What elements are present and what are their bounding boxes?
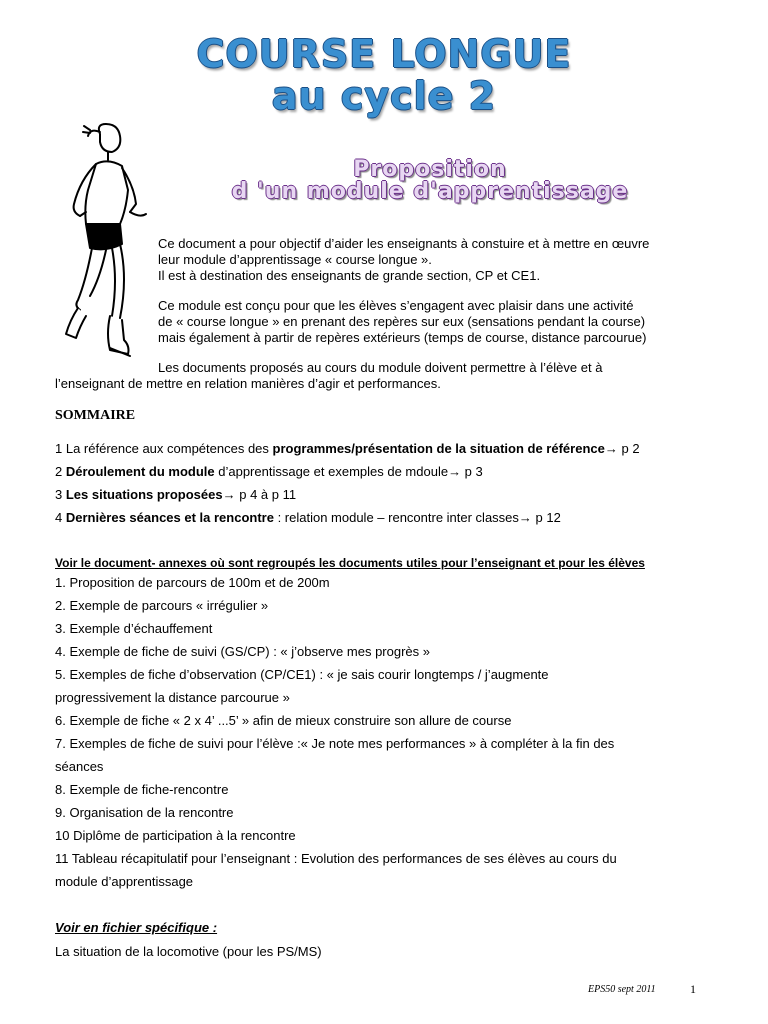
page-number: 1 xyxy=(690,982,696,996)
intro-line: Il est à destination des enseignants de grande section, CP et CE1. xyxy=(158,268,541,283)
sommaire-item-3 xyxy=(55,487,296,502)
annexe-line: 6. Exemple de fiche « 2 x 4’ ...5’ » afin de mieux construire son allure de course xyxy=(55,713,512,728)
annexe-line: 4. Exemple de fiche de suivi (GS/CP) : « j’observe mes progrès » xyxy=(55,644,430,659)
sommaire-item-1 xyxy=(55,441,640,456)
subtitle-line1: Proposition xyxy=(353,157,507,182)
intro-line: Les documents proposés au cours du module doivent permettre à l’élève et à xyxy=(158,360,603,375)
annexe-line: 8. Exemple de fiche-rencontre xyxy=(55,782,229,797)
sommaire-heading: SOMMAIRE xyxy=(55,408,136,423)
sommaire-item-page: d’apprentissage et exemples de mdoule→ p 3 xyxy=(214,464,483,479)
annexe-line: 3. Exemple d’échauffement xyxy=(55,621,213,636)
intro-paragraph-3-continued: l’enseignant de mettre en relation manières d’agir et performances. xyxy=(55,376,441,391)
sommaire-item-bold: Les situations proposées xyxy=(65,487,223,502)
sommaire-item-bold: programmes/présentation de la situation de référence xyxy=(272,441,605,456)
intro-paragraph-3 xyxy=(158,360,696,376)
sommaire-item-text: 1 La référence aux compétences des xyxy=(55,441,273,456)
annexe-line: séances xyxy=(55,759,104,774)
annexe-line: 1. Proposition de parcours de 100m et de 200m xyxy=(55,575,330,590)
sommaire-item-page: → p 4 à p 11 xyxy=(222,487,297,502)
sommaire-item-4 xyxy=(55,510,561,525)
sommaire-item-2 xyxy=(55,464,483,479)
intro-paragraph-1 xyxy=(158,236,696,284)
annexe-line: 11 Tableau récapitulatif pour l’enseignant : Evolution des performances de ses élèves au cours du xyxy=(55,851,617,866)
document-title-line1: COURSE LONGUE xyxy=(196,32,572,76)
sommaire-item-text: 3 xyxy=(55,487,66,502)
annexe-line: 9. Organisation de la rencontre xyxy=(55,805,234,820)
intro-line: Ce document a pour objectif d’aider les enseignants à constuire et à mettre en œuvre xyxy=(158,236,650,251)
runner-illustration xyxy=(50,120,155,370)
sommaire-item-text: 2 xyxy=(55,464,66,479)
footer-credit: EPS50 sept 2011 xyxy=(588,984,656,995)
document-title-line2: au cycle 2 xyxy=(271,74,497,118)
annexes-title: Voir le document- annexes où sont regroupés les documents utiles pour l’enseignant et pour les élèves xyxy=(55,556,645,570)
sommaire-item-page: : relation module – rencontre inter classes→ p 12 xyxy=(273,510,561,525)
intro-line: mais également à partir de repères extérieurs (temps de course, distance parcourue) xyxy=(158,330,647,345)
annexes-list xyxy=(55,575,715,905)
sommaire-item-page: → p 2 xyxy=(604,441,640,456)
annexe-line: 10 Diplôme de participation à la rencontre xyxy=(55,828,296,843)
annexe-line: progressivement la distance parcourue » xyxy=(55,690,290,705)
annexe-line: module d’apprentissage xyxy=(55,874,194,889)
intro-line: Ce module est conçu pour que les élèves s’engagent avec plaisir dans une activité xyxy=(158,298,634,313)
sommaire-list xyxy=(55,441,715,531)
specific-file-line: La situation de la locomotive (pour les PS/MS) xyxy=(55,944,322,959)
intro-paragraph-2 xyxy=(158,298,696,346)
subtitle-line2: d 'un module d'apprentissage xyxy=(231,179,629,204)
intro-line: leur module d’apprentissage « course longue ». xyxy=(158,252,432,267)
sommaire-item-text: 4 xyxy=(55,510,66,525)
specific-file-heading: Voir en fichier spécifique : xyxy=(55,920,218,935)
sommaire-item-bold: Déroulement du module xyxy=(65,464,215,479)
annexe-line: 7. Exemples de fiche de suivi pour l’élève :« Je note mes performances » à compléter à la fin des xyxy=(55,736,615,751)
annexe-line: 2. Exemple de parcours « irrégulier » xyxy=(55,598,269,613)
sommaire-item-bold: Dernières séances et la rencontre xyxy=(65,510,274,525)
annexe-line: 5. Exemples de fiche d’observation (CP/CE1) : « je sais courir longtemps / j’augmente xyxy=(55,667,549,682)
intro-line: de « course longue » en prenant des repères sur eux (sensations pendant la course) xyxy=(158,314,646,329)
